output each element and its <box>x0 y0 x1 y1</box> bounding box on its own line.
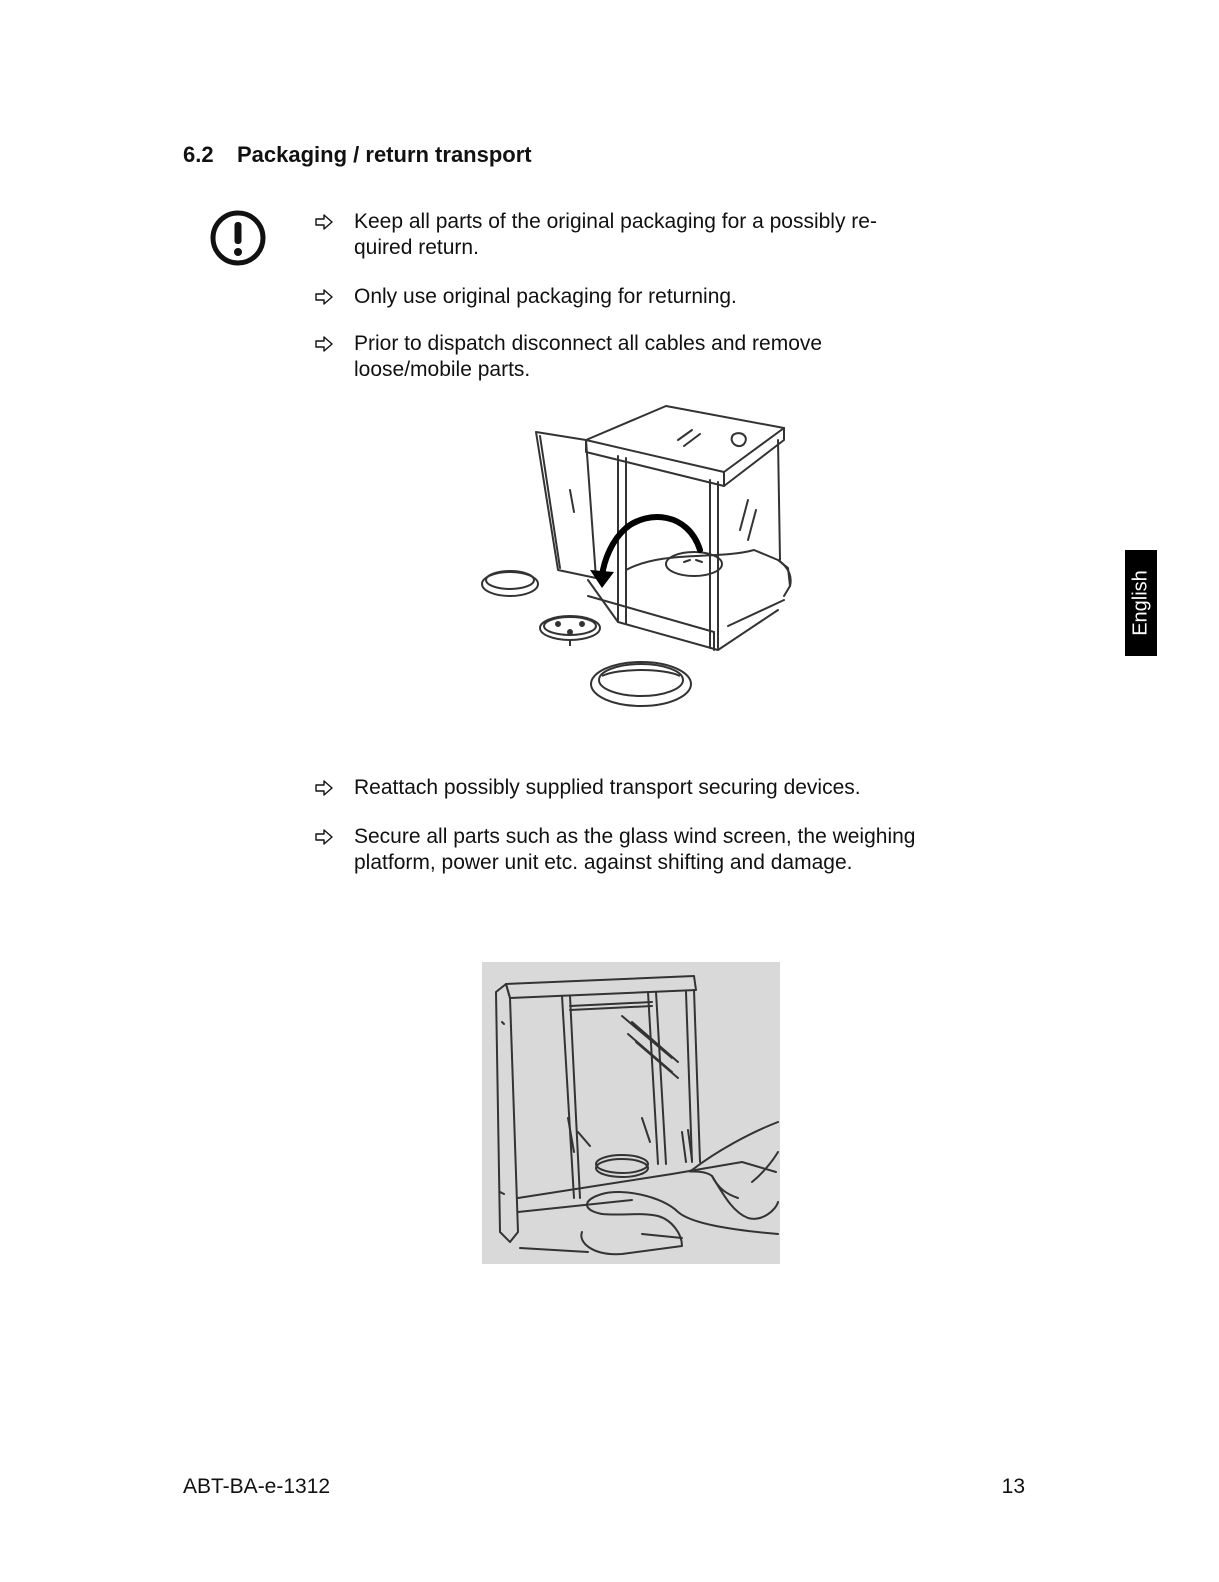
bullet-line: Reattach possibly supplied transport securing devices. <box>354 776 861 799</box>
language-tab <box>1125 550 1157 656</box>
hollow-arrow-right-icon <box>314 775 336 801</box>
section-number: 6.2 <box>183 142 214 167</box>
bullet-line: Keep all parts of the original packaging for a possibly re- <box>354 210 877 233</box>
bullet-text <box>354 331 974 383</box>
hollow-arrow-right-icon <box>314 209 336 235</box>
bullet-line: loose/mobile parts. <box>354 358 531 381</box>
bullet-text <box>354 775 974 801</box>
bullet-text <box>354 209 974 261</box>
balance-carrying-illustration <box>482 962 780 1264</box>
bullet-line: Secure all parts such as the glass wind screen, the weighing <box>354 825 916 848</box>
bullet-text <box>354 824 974 876</box>
language-tab-label: English <box>1129 570 1152 636</box>
bullet-line: Prior to dispatch disconnect all cables and remove <box>354 332 823 355</box>
bullet-line: platform, power unit etc. against shifting and damage. <box>354 851 853 874</box>
section-title: Packaging / return transport <box>237 142 532 167</box>
bullet-text <box>354 284 974 310</box>
footer-page-number: 13 <box>1001 1475 1025 1498</box>
section-heading <box>183 142 532 168</box>
bullet-line: quired return. <box>354 236 479 259</box>
balance-disassembly-illustration <box>478 400 796 715</box>
hollow-arrow-right-icon <box>314 331 336 357</box>
hollow-arrow-right-icon <box>314 284 336 310</box>
bullet-line: Only use original packaging for returning. <box>354 285 737 308</box>
footer-doc-code: ABT-BA-e-1312 <box>183 1475 331 1498</box>
exclamation-circle-icon <box>208 208 268 268</box>
hollow-arrow-right-icon <box>314 824 336 850</box>
